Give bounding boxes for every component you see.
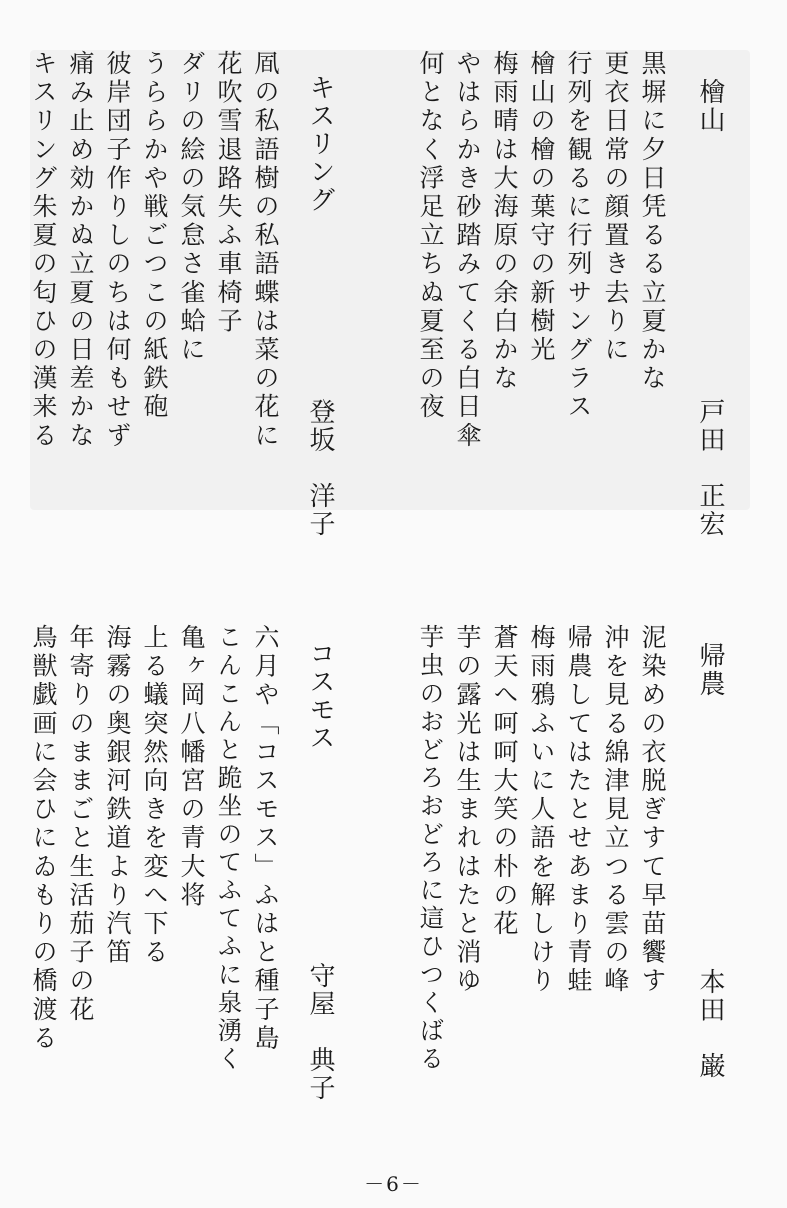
verse-line: 梅雨晴は大海原の余白かな [490, 50, 519, 394]
verse-line: 芋の露光は生まれはたと消ゆ [453, 624, 482, 996]
verse-line: 亀ヶ岡八幡宮の青大将 [177, 624, 206, 910]
verse-line: 痛み止め効かぬ立夏の日差かな [66, 50, 95, 451]
verse-line: 何となく浮足立ちぬ夏至の夜 [416, 50, 445, 422]
verse-line: 鳥獣戯画に会ひにゐもりの橋渡る [29, 624, 58, 1053]
poem-title: 檜山 [695, 78, 725, 134]
page-number: －6－ [364, 1172, 423, 1196]
verse-line: 彼岸団子作りしのちは何もせず [103, 50, 132, 451]
poem-author: 戸田 正宏 [695, 398, 725, 538]
poem-author: 守屋 典子 [305, 962, 335, 1102]
verse-line: 花吹雪退路失ふ車椅子 [214, 50, 243, 336]
verse-line: 凮の私語樹の私語蝶は菜の花に [251, 50, 280, 451]
verse-line: 梅雨鴉ふいに人語を解しけり [527, 624, 556, 996]
poem-author: 本田 巌 [695, 968, 725, 1080]
verse-line: ダリの絵の気怠さ雀蛤に [177, 50, 206, 365]
poem-author: 登坂 洋子 [305, 398, 335, 538]
verse-line: 帰農してはたとせあまり青蛙 [564, 624, 593, 996]
poem-title: 帰農 [695, 642, 725, 698]
verse-line: 黒塀に夕日凭るる立夏かな [638, 50, 667, 394]
verse-line: こんこんと跪坐のてふてふに泉湧く [214, 624, 244, 1074]
verse-line: 六月や「コスモス」ふはと種子島 [251, 624, 280, 1053]
verse-line: 更衣日常の顔置き去りに [601, 50, 630, 365]
verse-line: 蒼天へ呵呵大笑の朴の花 [490, 624, 519, 939]
verse-line: 泥染めの衣脱ぎすて早苗饗す [638, 624, 667, 996]
verse-line: やはらかき砂踏みてくる白日傘 [453, 50, 482, 451]
verse-line: 芋虫のおどろおどろに這ひつくばる [416, 624, 446, 1074]
verse-line: 行列を観るに行列サングラス [564, 50, 593, 422]
verse-line: うららかや戦ごつこの紙鉄砲 [140, 50, 169, 422]
verse-line: 年寄りのままごと生活茄子の花 [66, 624, 95, 1025]
verse-line: キスリング朱夏の匂ひの漢来る [29, 50, 58, 451]
poem-title: コスモス [305, 640, 335, 752]
verse-line: 上る蟻突然向きを変へ下る [140, 624, 169, 968]
verse-line: 沖を見る綿津見立つる雲の峰 [601, 624, 630, 996]
verse-line: 檜山の檜の葉守の新樹光 [527, 50, 556, 365]
verse-line: 海霧の奥銀河鉄道より汽笛 [103, 624, 132, 968]
poem-title: キスリング [305, 74, 335, 214]
